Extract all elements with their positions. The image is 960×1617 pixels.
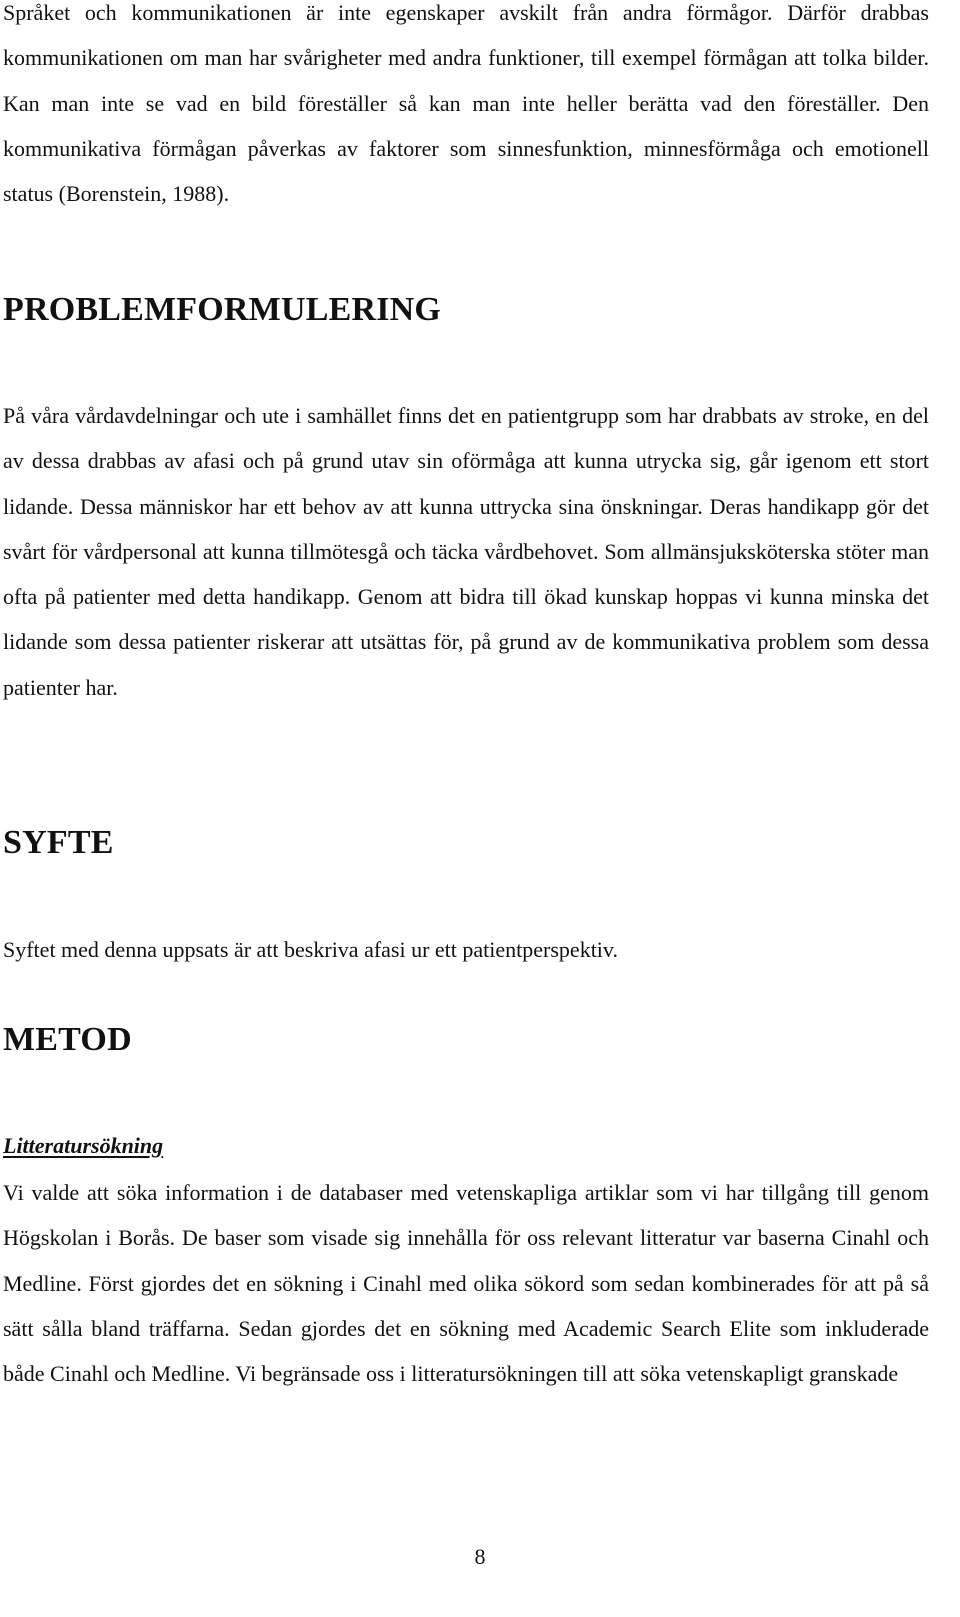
intro-paragraph: Språket och kommunikationen är inte egenskaper avskilt från andra förmågor. Därför drabbas kommunikationen om man har svårigheter med andra funktioner, till exempel förmågan att tolka bilder. Kan man inte se vad en bild föreställer så kan man inte heller berätta vad den föreställer. Den kommunikativa förmågan påverkas av faktorer som sinnesfunktion, minnesförmåga och emotionell status (Borenstein, 1988). xyxy=(3,0,929,207)
problemformulering-paragraph: På våra vårdavdelningar och ute i samhället finns det en patientgrupp som har drabbats av stroke, en del av dessa drabbas av afasi och på grund utav sin oförmåga att kunna utrycka sig, går igenom ett stort lidande. Dessa människor har ett behov av att kunna uttrycka sina önskningar. Deras handikapp gör det svårt för vårdpersonal att kunna tillmötesgå och täcka vårdbehovet. Som allmänsjuksköterska stöter man ofta på patienter med detta handikapp. Genom att bidra till ökad kunskap hoppas vi kunna minska det lidande som dessa patienter riskerar att utsättas för, på grund av de kommunikativa problem som dessa patienter har. xyxy=(3,403,929,700)
metod-heading: METOD xyxy=(3,1021,132,1058)
metod-paragraph: Vi valde att söka information i de databaser med vetenskapliga artiklar som vi har tillgång till genom Högskolan i Borås. De baser som visade sig innehålla för oss relevant litteratur var baserna Cinahl och Medline. Först gjordes det en sökning i Cinahl med olika sökord som sedan kombinerades för att på så sätt sålla bland träffarna. Sedan gjordes det en sökning med Academic Search Elite som inkluderade både Cinahl och Medline. Vi begränsade oss i litteratursökningen till att söka vetenskapligt granskade xyxy=(3,1180,929,1387)
page-number: 8 xyxy=(474,1544,486,1569)
litteratursokning-subheading: Litteratursökning xyxy=(3,1133,164,1158)
syfte-heading: SYFTE xyxy=(3,824,114,861)
syfte-paragraph: Syftet med denna uppsats är att beskriva afasi ur ett patientperspektiv. xyxy=(3,937,618,962)
problemformulering-heading: PROBLEMFORMULERING xyxy=(3,291,442,328)
